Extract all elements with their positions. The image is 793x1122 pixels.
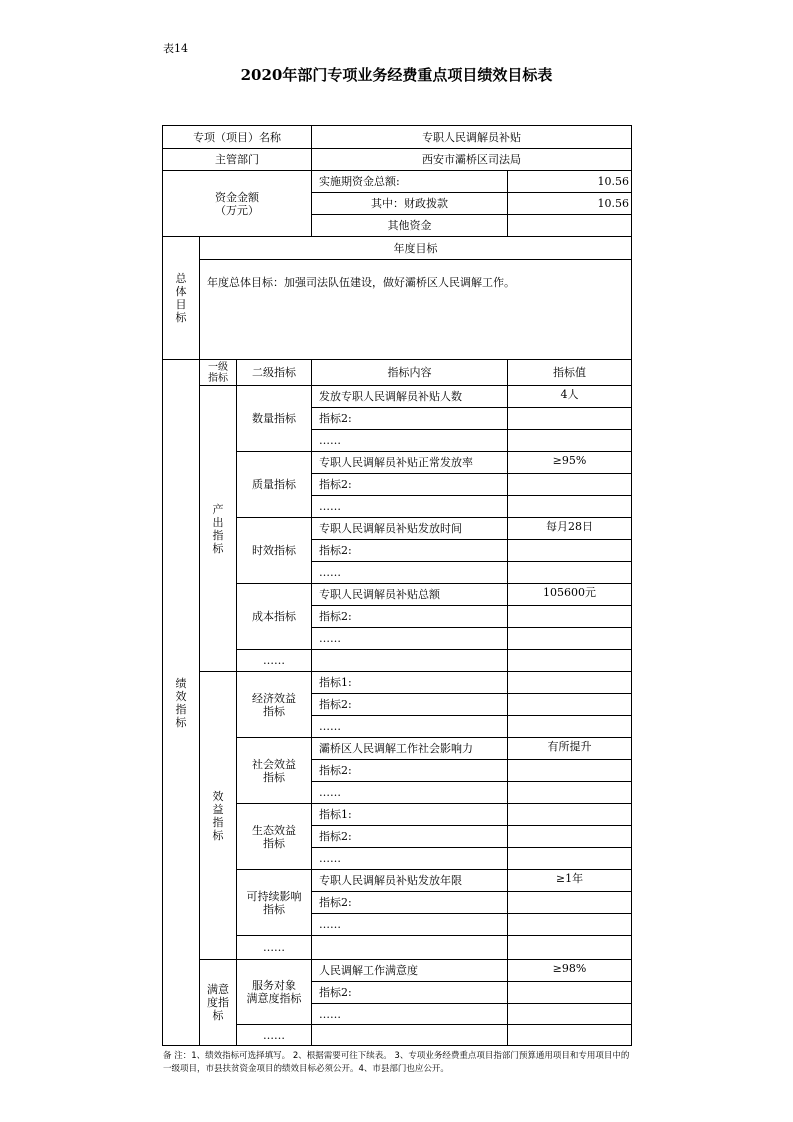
satisfaction-more-indicator: ……: [236, 1024, 312, 1046]
output-more-indicator: ……: [236, 649, 312, 672]
indicator-value: [507, 693, 632, 716]
indicator-value: [507, 759, 632, 782]
benefit-more-indicator: ……: [236, 935, 312, 960]
indicator-content: 指标2:: [311, 539, 508, 562]
col-content: 指标内容: [311, 359, 508, 386]
social-benefit-indicator: 社会效益 指标: [236, 737, 312, 804]
quantity-indicator: 数量指标: [236, 385, 312, 452]
overall-goal-side-label: 总 体 目 标: [162, 236, 200, 360]
footnote: 备 注：1、绩效指标可选择填写。 2、根据需要可往下续表。 3、专项业务经费重点项目指部门预算通用项目和专用项目中的一级项目，市县扶贫资金项目的绩效目标必须公开。4、市县部门也应公开。: [163, 1051, 630, 1074]
benefit-indicator-label: 效 益 指 标: [199, 671, 237, 960]
indicator-value: 4人: [507, 385, 632, 408]
annual-goal-text: 年度总体目标：加强司法队伍建设，做好灞桥区人民调解工作。: [199, 259, 632, 360]
indicator-content: ……: [311, 1003, 508, 1025]
indicator-value: [507, 1024, 632, 1046]
sustainable-impact-indicator: 可持续影响 指标: [236, 869, 312, 936]
indicator-value: [507, 825, 632, 848]
indicator-content: 灞桥区人民调解工作社会影响力: [311, 737, 508, 760]
indicator-content: 专职人民调解员补贴正常发放率: [311, 451, 508, 474]
funds-total-label: 实施期资金总额:: [311, 170, 508, 193]
indicator-value: [507, 847, 632, 870]
funds-label: 资金金额 （万元）: [162, 170, 312, 237]
timeliness-indicator: 时效指标: [236, 517, 312, 584]
col-level2: 二级指标: [236, 359, 312, 386]
indicator-content: 指标1:: [311, 671, 508, 694]
indicator-content: ……: [311, 913, 508, 936]
project-name-value: 专职人民调解员补贴: [311, 125, 632, 149]
indicator-content: ……: [311, 715, 508, 738]
indicator-content: ……: [311, 561, 508, 584]
indicator-content: 指标1:: [311, 803, 508, 826]
funds-fiscal-value: 10.56: [507, 192, 632, 215]
indicator-value: [507, 495, 632, 518]
indicator-content: [311, 935, 508, 960]
indicator-value: [507, 627, 632, 650]
satisfaction-indicator-label: 满意 度指 标: [199, 959, 237, 1046]
indicator-value: ≥95%: [507, 451, 632, 474]
indicator-value: [507, 561, 632, 584]
indicator-value: 105600元: [507, 583, 632, 606]
service-satisfaction-indicator: 服务对象 满意度指标: [236, 959, 312, 1025]
indicator-value: [507, 803, 632, 826]
ecological-benefit-indicator: 生态效益 指标: [236, 803, 312, 870]
col-level1: 一级 指标: [199, 359, 237, 386]
indicator-content: ……: [311, 781, 508, 804]
funds-total-value: 10.56: [507, 170, 632, 193]
funds-other-label: 其他资金: [311, 214, 508, 237]
indicator-value: ≥98%: [507, 959, 632, 982]
indicator-value: [507, 715, 632, 738]
department-value: 西安市灞桥区司法局: [311, 148, 632, 171]
indicator-content: 指标2:: [311, 605, 508, 628]
indicator-value: [507, 981, 632, 1004]
indicator-value: [507, 429, 632, 452]
indicator-value: [507, 935, 632, 960]
annual-goal-heading: 年度目标: [199, 236, 632, 260]
indicator-content: [311, 1024, 508, 1046]
indicator-content: 指标2:: [311, 759, 508, 782]
indicator-value: [507, 671, 632, 694]
indicator-content: 指标2:: [311, 473, 508, 496]
indicator-content: 发放专职人民调解员补贴人数: [311, 385, 508, 408]
page-title: 2020年部门专项业务经费重点项目绩效目标表: [240, 66, 553, 84]
department-label: 主管部门: [162, 148, 312, 171]
indicator-value: [507, 913, 632, 936]
funds-other-value: [507, 214, 632, 237]
project-name-label: 专项（项目）名称: [162, 125, 312, 149]
funds-fiscal-label: 其中：财政拨款: [311, 192, 508, 215]
indicator-content: 指标2:: [311, 825, 508, 848]
indicator-value: [507, 891, 632, 914]
indicator-content: [311, 649, 508, 672]
indicator-content: 指标2:: [311, 693, 508, 716]
indicator-content: 指标2:: [311, 981, 508, 1004]
table-number: 表14: [163, 42, 188, 55]
quality-indicator: 质量指标: [236, 451, 312, 518]
indicator-content: 指标2:: [311, 407, 508, 430]
indicator-value: [507, 649, 632, 672]
indicator-content: ……: [311, 495, 508, 518]
indicator-value: [507, 1003, 632, 1025]
indicator-value: ≥1年: [507, 869, 632, 892]
indicator-value: 每月28日: [507, 517, 632, 540]
indicator-content: 专职人民调解员补贴总额: [311, 583, 508, 606]
indicator-content: 专职人民调解员补贴发放年限: [311, 869, 508, 892]
indicator-value: [507, 407, 632, 430]
indicator-content: 专职人民调解员补贴发放时间: [311, 517, 508, 540]
cost-indicator: 成本指标: [236, 583, 312, 650]
indicator-value: [507, 539, 632, 562]
indicator-value: [507, 781, 632, 804]
col-value: 指标值: [507, 359, 632, 386]
indicator-content: 指标2:: [311, 891, 508, 914]
indicator-value: [507, 473, 632, 496]
performance-side-label: 绩 效 指 标: [162, 359, 200, 1046]
output-indicator-label: 产 出 指 标: [199, 385, 237, 672]
indicator-content: 人民调解工作满意度: [311, 959, 508, 982]
indicator-value: [507, 605, 632, 628]
indicator-content: ……: [311, 429, 508, 452]
indicator-content: ……: [311, 627, 508, 650]
economic-benefit-indicator: 经济效益 指标: [236, 671, 312, 738]
indicator-value: 有所提升: [507, 737, 632, 760]
indicator-content: ……: [311, 847, 508, 870]
